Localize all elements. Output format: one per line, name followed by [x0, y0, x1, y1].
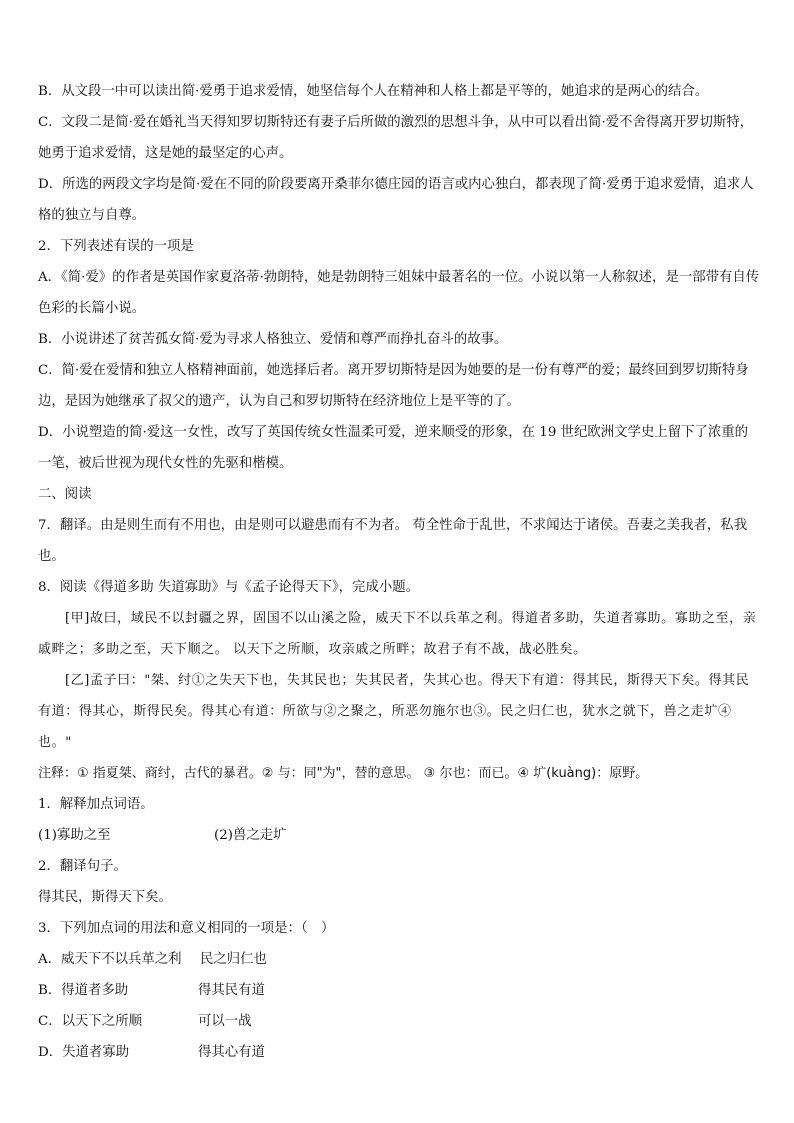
q1-option-d: D．所选的两段文字均是简·爱在不同的阶段要离开桑菲尔德庄园的语言或内心独白，都表现了简·爱勇于追求爱情，追求人格的独立与自尊。	[38, 177, 754, 223]
sub3-option-a	[38, 944, 760, 975]
q2-stem: 2．下列表述有误的一项是	[38, 239, 194, 254]
sub3-stem: 3．下列加点词的用法和意义相同的一项是：（ ）	[38, 921, 335, 936]
sub1-item-1: (1)寡助之至	[38, 828, 111, 843]
sub3-option-d	[38, 1037, 760, 1068]
sub1-items	[38, 820, 760, 851]
passage-yi: [乙]孟子曰："桀、纣①之失天下也，失其民也；失其民者，失其心也。得天下有道：得其民，斯得天下矣。得其民有道：得其心，斯得民矣。得其心有道：所欲与②之聚之，所恶勿施尔也③。民之归仁也，犹水之就下，兽之走圹④也。"	[38, 673, 750, 750]
option-right: 得其民有道	[198, 983, 265, 998]
q1-option-c: C．文段二是简·爱在婚礼当天得知罗切斯特还有妻子后所做的激烈的思想斗争，从中可以看出简·爱不舍得离开罗切斯特，她勇于追求爱情，这是她的最坚定的心声。	[38, 115, 754, 161]
option-right: 可以一战	[198, 1014, 252, 1029]
section-heading: 二、阅读	[38, 487, 92, 502]
sub1-item-2: (2)兽之走圹	[214, 828, 287, 843]
passage-jia: [甲]故曰，域民不以封疆之界，固国不以山溪之险，威天下不以兵革之利。得道者多助，失道者寡助。寡助之至，亲戚畔之；多助之至，天下顺之。 以天下之所顺，攻亲戚之所畔；故君子有不战，战必胜矣。	[38, 611, 757, 657]
q8-stem: 8．阅读《得道多助 失道寡助》与《孟子论得天下》，完成小题。	[38, 580, 420, 595]
document-page	[38, 76, 760, 1068]
q2-option-c: C．简·爱在爱情和独立人格精神面前，她选择后者。离开罗切斯特是因为她要的是一份有尊严的爱；最终回到罗切斯特身边，是因为她继承了叔父的遗产，认为自己和罗切斯特在经济地位上是平等的了。	[38, 363, 749, 409]
q1-option-b: B．从文段一中可以读出简·爱勇于追求爱情，她坚信每个人在精神和人格上都是平等的，她追求的是两心的结合。	[38, 84, 709, 99]
sub2-sentence: 得其民，斯得天下矣。	[38, 890, 172, 905]
annotation-note: 注释：① 指夏桀、商纣，古代的暴君。② 与：同"为"，替的意思。 ③ 尔也：而已。④ 圹(kuàng)：原野。	[38, 766, 649, 781]
q2-option-b: B．小说讲述了贫苦孤女简·爱为寻求人格独立、爱情和尊严而挣扎奋斗的故事。	[38, 332, 508, 347]
option-left: C．以天下之所顺	[38, 1014, 142, 1029]
q7-text: 7．翻译。由是则生而有不用也，由是则可以避患而有不为者。 苟全性命于乱世，不求闻达于诸侯。吾妻之美我者，私我也。	[38, 518, 748, 564]
option-right: 民之归仁也	[200, 952, 267, 967]
option-left: D．失道者寡助	[38, 1045, 130, 1060]
option-right: 得其心有道	[198, 1045, 265, 1060]
sub3-option-b	[38, 975, 760, 1006]
sub3-option-c	[38, 1006, 760, 1037]
option-left: A．威天下不以兵革之利	[38, 952, 182, 967]
option-left: B．得道者多助	[38, 983, 129, 998]
sub1-stem: 1．解释加点词语。	[38, 797, 154, 812]
q2-option-a: A．《简·爱》的作者是英国作家夏洛蒂·勃朗特，她是勃朗特三姐妹中最著名的一位。小说以第一人称叙述，是一部带有自传色彩的长篇小说。	[38, 270, 760, 316]
sub2-stem: 2．翻译句子。	[38, 859, 127, 874]
q2-option-d: D．小说塑造的简·爱这一女性，改写了英国传统女性温柔可爱，逆来顺受的形象，在 19 世纪欧洲文学史上留下了浓重的一笔，被后世视为现代女性的先驱和楷模。	[38, 425, 749, 471]
